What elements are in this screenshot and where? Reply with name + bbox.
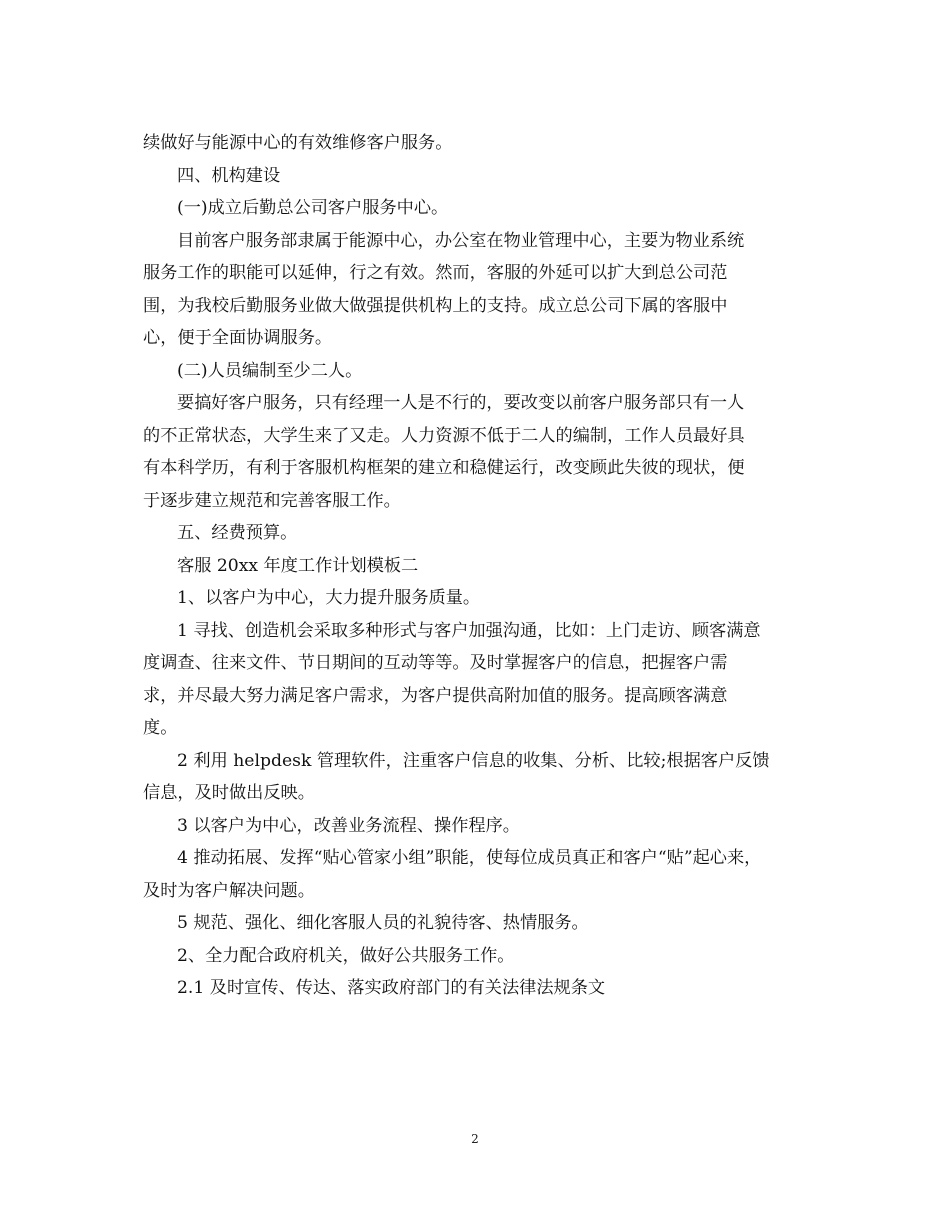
text-line: 有本科学历，有利于客服机构框架的建立和稳健运行，改变顾此失彼的现状，便 [143, 458, 745, 478]
text-line: 的不正常状态，大学生来了又走。人力资源不低于二人的编制，工作人员最好具 [143, 425, 745, 446]
text-line: 度。 [143, 718, 178, 738]
text-line: 5 规范、强化、细化客服人员的礼貌待客、热情服务。 [177, 913, 589, 933]
text-line: 信息，及时做出反映。 [143, 783, 315, 803]
text-line: 1、以客户为中心，大力提升服务质量。 [177, 588, 481, 608]
text-line: 2.1 及时宣传、传达、落实政府部门的有关法律法规条文 [177, 978, 606, 998]
text-line: 2 利用 helpdesk 管理软件，注重客户信息的收集、分析、比较;根据客户反馈 [177, 750, 770, 771]
text-line: 于逐步建立规范和完善客服工作。 [143, 490, 401, 511]
text-line: (一)成立后勤总公司客户服务中心。 [177, 198, 449, 218]
document-body [143, 127, 808, 1005]
text-line: 4 推动拓展、发挥“贴心管家小组”职能，使每位成员真正和客户“贴”起心来， [177, 848, 762, 868]
text-line: 求，并尽最大努力满足客户需求，为客户提供高附加值的服务。提高顾客满意 [143, 685, 728, 706]
text-line: 客服 20xx 年度工作计划模板二 [177, 555, 419, 576]
text-line: 度调查、往来文件、节日期间的互动等等。及时掌握客户的信息，把握客户需 [143, 653, 728, 673]
text-line: 要搞好客户服务，只有经理一人是不行的，要改变以前客户服务部只有一人 [177, 393, 745, 413]
text-line: (二)人员编制至少二人。 [177, 360, 363, 381]
text-line: 心，便于全面协调服务。 [143, 328, 333, 348]
text-line: 续做好与能源中心的有效维修客户服务。 [143, 133, 453, 153]
page-number: 2 [471, 1132, 479, 1146]
text-line: 四、机构建设 [177, 165, 281, 186]
text-line: 3 以客户为中心，改善业务流程、操作程序。 [177, 815, 520, 836]
text-line: 2、全力配合政府机关，做好公共服务工作。 [177, 945, 515, 966]
text-line: 目前客户服务部隶属于能源中心，办公室在物业管理中心，主要为物业系统 [177, 230, 745, 251]
text-line: 围，为我校后勤服务业做大做强提供机构上的支持。成立总公司下属的客服中 [143, 295, 728, 316]
text-line: 及时为客户解决问题。 [143, 880, 315, 901]
text-line: 1 寻找、创造机会采取多种形式与客户加强沟通，比如：上门走访、顾客满意 [177, 620, 761, 641]
text-line: 服务工作的职能可以延伸，行之有效。然而，客服的外延可以扩大到总公司范 [143, 263, 728, 283]
text-line: 五、经费预算。 [177, 523, 298, 543]
